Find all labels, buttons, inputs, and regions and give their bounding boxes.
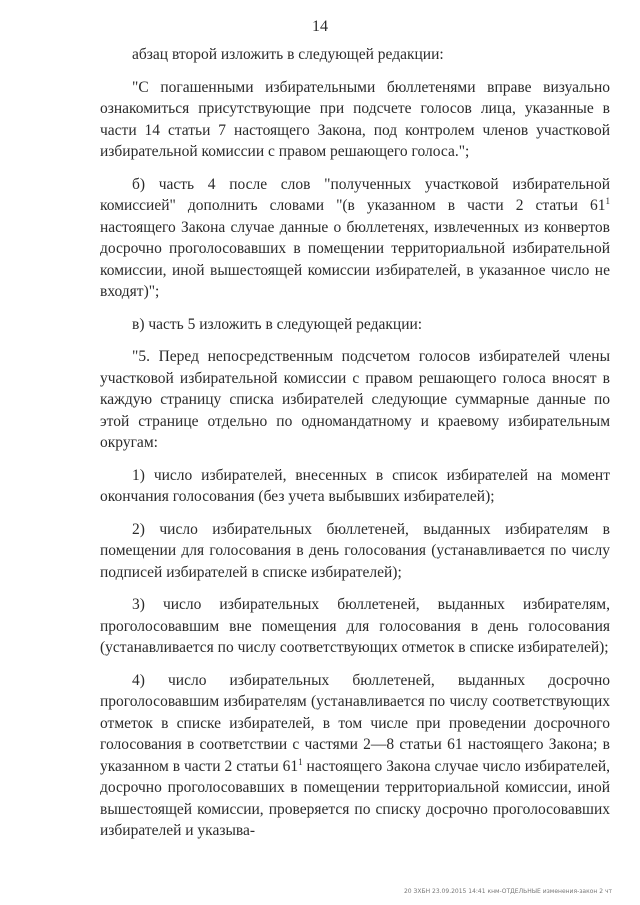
paragraph-3-text: б) часть 4 после слов "полученных участковой избирательной комиссией" дополнить словами "(в указанном в части 2 статьи 61 <box>100 175 610 214</box>
paragraph-1: абзац второй изложить в следующей редакции: <box>132 46 444 63</box>
paragraph-3 <box>100 174 610 303</box>
paragraph-9 <box>100 670 610 842</box>
paragraph-3-superscript: 1 <box>605 195 610 206</box>
paragraph-2: "С погашенными избирательными бюллетенями вправе визуально ознакомиться присутствующие при подсчете голосов лица, указанные в части 14 статьи 7 настоящего Закона, под контролем членов участковой избирательной комиссии с правом решающего голоса."; <box>100 78 610 160</box>
paragraph-9-text: 4) число избирательных бюллетеней, выданных досрочно проголосовавшим избирателям (устанавливается по числу соответствующих отметок в списке избирателей, в том числе при проведении досрочного голосования в соответствии с частями 2—8 статьи 61 настоящего Закона; в указанном в части 2 статьи 61 <box>100 671 610 775</box>
paragraph-8: 3) число избирательных бюллетеней, выданных избирателям, проголосовавшим вне помещения для голосования в день голосования (устанавливается по числу соответствующих отметок в списке избирателей); <box>100 596 610 656</box>
paragraph-4: в) часть 5 изложить в следующей редакции: <box>132 315 423 333</box>
paragraph-9-superscript: 1 <box>298 756 303 767</box>
paragraph-3-text-cont: настоящего Закона случае данные о бюллетенях, извлеченных из конвертов досрочно проголосовавших в помещении территориальной избирательной комиссии, иной вышестоящей комиссии избирателей, в указанное число не входят)"; <box>100 218 610 300</box>
paragraph-9-text-cont: настоящего Закона случае число избирателей, досрочно проголосовавших в помещении территориальной комиссии, иной вышестоящей комиссии, проверяется по списку досрочно проголосовавших избирателей и указыва- <box>100 757 611 839</box>
paragraph-5: "5. Перед непосредственным подсчетом голосов избирателей члены участковой избирательной комиссии с правом решающего голоса вносят в каждую страницу списка избирателей следующие суммарные данные по этой странице отдельно по одномандатному и краевому избирательным округам: <box>100 348 610 451</box>
page-number: 14 <box>312 18 328 35</box>
document-body <box>100 44 610 853</box>
paragraph-6: 1) число избирателей, внесенных в список избирателей на момент окончания голосования (без учета выбывших избирателей); <box>100 466 610 505</box>
paragraph-7: 2) число избирательных бюллетеней, выданных избирателям в помещении для голосования в день голосования (устанавливается по числу подписей избирателей в списке избирателей); <box>100 520 610 581</box>
footer-file-stamp: 20 ЗХБН 23.09.2015 14:41 кнм-ОТДЕЛЬНЫЕ изменения-закон 2 чт <box>403 888 612 895</box>
